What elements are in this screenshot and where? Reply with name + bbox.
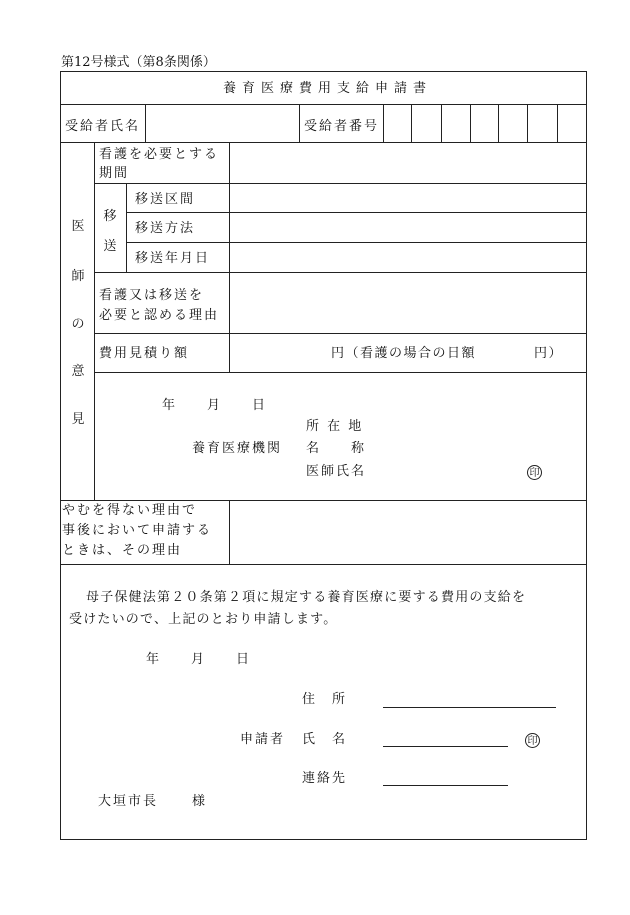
applicant-name-line[interactable] (383, 746, 508, 747)
applicant-seal-icon: 印 (525, 733, 540, 748)
applicant-label: 申請者 (240, 732, 286, 747)
recipient-name-label: 受給者氏名 (65, 119, 141, 134)
transport-section-field[interactable] (230, 184, 586, 212)
cost-estimate-value: 円（看護の場合の日額 円） (331, 346, 564, 361)
addressee: 大垣市長 (98, 794, 159, 809)
transport-label-char: 送 (103, 239, 117, 254)
recipient-number-label: 受給者番号 (304, 119, 380, 134)
reason-label: 看護又は移送を (99, 288, 205, 303)
late-reason-label-2: 事後において申請する (62, 523, 213, 538)
applicant-name-label: 氏 名 (302, 732, 348, 747)
opinion-date: 年 月 日 (162, 398, 268, 413)
location-label: 所 在 地 (306, 419, 364, 434)
care-period-label: 看護を必要とする (99, 147, 220, 162)
cost-estimate-label: 費用見積り額 (99, 346, 190, 361)
late-reason-field[interactable] (230, 501, 586, 564)
reason-label-2: 必要と認める理由 (99, 308, 220, 323)
late-reason-label-3: ときは、その理由 (62, 543, 183, 558)
transport-label-char: 移 (103, 209, 117, 224)
application-text: 母子保健法第２０条第２項に規定する養育医療に要する費用の支給を (86, 590, 527, 605)
late-reason-label: やむを得ない理由で (62, 503, 198, 518)
addressee-honorific: 様 (192, 794, 208, 809)
transport-method-label: 移送方法 (135, 221, 196, 236)
application-text-2: 受けたいので、上記のとおり申請します。 (69, 612, 338, 627)
opinion-label-char: 見 (71, 412, 85, 427)
opinion-label-char: の (71, 317, 85, 332)
contact-line[interactable] (383, 785, 508, 786)
recipient-name-field[interactable] (146, 105, 298, 142)
institution-label: 養育医療機関 (192, 441, 283, 456)
transport-method-field[interactable] (230, 213, 586, 242)
address-line[interactable] (383, 707, 556, 708)
address-label: 住 所 (302, 692, 348, 707)
care-period-label-2: 期間 (99, 166, 130, 181)
opinion-label-char: 医 (71, 219, 85, 234)
form-title: 養育医療費用支給申請書 (223, 81, 433, 96)
opinion-label-char: 師 (71, 269, 85, 284)
application-date: 年 月 日 (146, 652, 252, 667)
opinion-label-char: 意 (71, 364, 85, 379)
transport-date-field[interactable] (230, 243, 586, 272)
reason-field[interactable] (230, 273, 586, 333)
application-form (60, 71, 587, 840)
doctor-seal-icon: 印 (527, 465, 542, 480)
contact-label: 連絡先 (302, 771, 348, 786)
institution-name-label: 名 称 (306, 441, 367, 456)
recipient-number-field[interactable] (384, 105, 586, 142)
care-period-field[interactable] (230, 143, 586, 183)
doctor-name-label: 医師氏名 (306, 464, 367, 479)
form-number: 第12号様式（第8条関係） (61, 55, 216, 70)
transport-section-label: 移送区間 (135, 192, 196, 207)
transport-date-label: 移送年月日 (135, 251, 211, 266)
